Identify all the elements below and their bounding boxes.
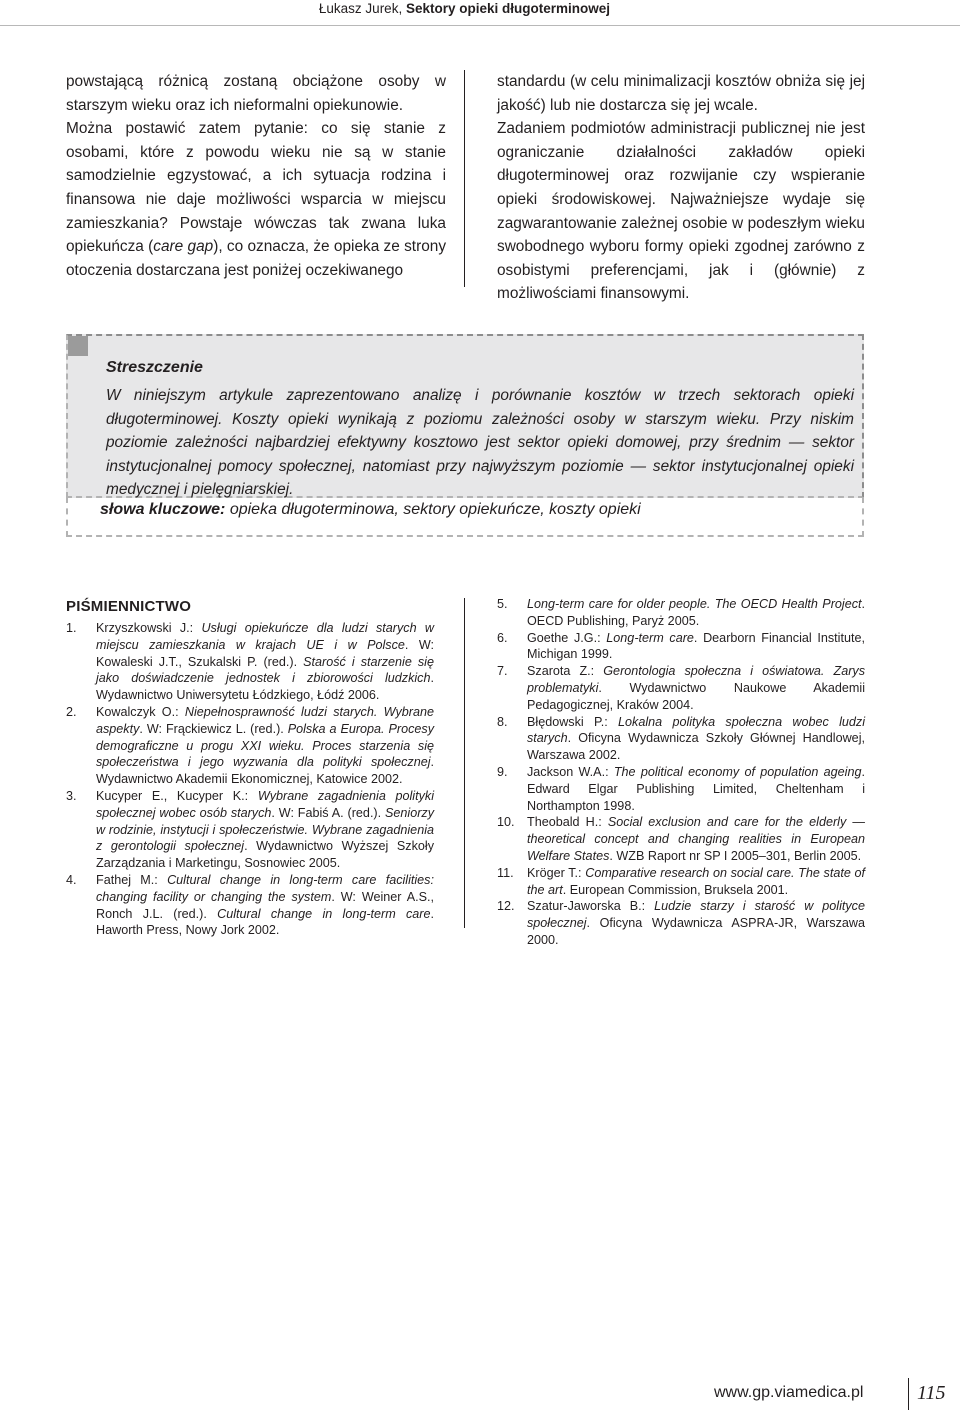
references-column-left: [66, 620, 434, 939]
reference-text: Krzyszkowski J.: Usługi opiekuńcze dla ludzi starych w miejscu zamieszkania w krajach UE i w Polsce. W: Kowaleski J.T., Szukalski P. (red.). Starość i starzenie się jako doświadczenie jednostek i zbiorowości ludzkich. Wydawnictwo Uniwersytetu Łódzkiego, Łódź 2006.: [96, 621, 434, 703]
reference-text: Szarota Z.: Gerontologia społeczna i oświatowa. Zarys problematyki. Wydawnictwo Naukowe Akademii Pedagogicznej, Kraków 2004.: [527, 664, 865, 712]
reference-text: Błędowski P.: Lokalna polityka społeczna wobec ludzi starych. Oficyna Wydawnicza Szkoły Głównej Handlowej, Warszawa 2002.: [527, 714, 866, 763]
reference-text: Fathej M.: Cultural change in long-term care facilities: changing facility or changing the system. W: Weiner A.S., Ronch J.L. (red.). Cultural change in long-term care. Haworth Press, Nowy Jork 2002.: [96, 872, 435, 938]
reference-item: [497, 630, 865, 664]
footer-rule: [908, 1378, 909, 1410]
reference-number: 5.: [497, 597, 508, 611]
reference-text: Szatur-Jaworska B.: Ludzie starzy i starość w polityce społecznej. Oficyna Wydawnicza ASPRA-JR, Warszawa 2000.: [527, 899, 865, 947]
abstract-marker-icon: [68, 336, 88, 356]
keywords-label: słowa kluczowe:: [100, 501, 230, 518]
header-rule: [0, 25, 960, 26]
reference-number: 12.: [497, 899, 515, 914]
column-divider: [464, 70, 465, 287]
reference-text: Kucyper E., Kucyper K.: Wybrane zagadnienia polityki społecznej wobec osób starych. W: Fabiś A. (red.). Seniorzy w rodzinie, instytucji i społeczeństwie. Wybrane zagadnienia z gerontologii społecznej. Wydawnictwo Wyższej Szkoły Zarządzania i Marketingu, Sosnowiec 2005.: [96, 788, 434, 871]
reference-text: Long-term care for older people. The OECD Health Project. OECD Publishing, Paryż 2005.: [527, 597, 865, 628]
reference-number: 11.: [497, 865, 514, 880]
abstract-text: W niniejszym artykule zaprezentowano analizę i porównanie kosztów w trzech sektorach opieki długoterminowej. Koszty opieki wynikają z poziomu zależności osoby w starszym wieku. Przy niskim poziomie zależności najbardziej efektywny kosztowo jest sektor opieki domowej, przy średnim — sektor instytucjonalnej pomocy społecznej, natomiast przy najwyższym poziomie — sektor instytucjonalnej opieki medycznej i pielęgniarskiej.: [106, 387, 854, 499]
references-title: PIŚMIENNICTWO: [66, 598, 192, 615]
keywords-text: opieka długoterminowa, sektory opiekuńcze, koszty opieki: [229, 501, 641, 518]
header-title: Sektory opieki długoterminowej: [405, 1, 610, 16]
reference-item: [66, 620, 434, 704]
body-column-left: [66, 70, 446, 282]
footer-url[interactable]: www.gp.viamedica.pl: [714, 1384, 864, 1401]
reference-item: [497, 898, 865, 948]
page-number: 115: [917, 1382, 946, 1404]
body-paragraph: Zadaniem podmiotów administracji publicznej nie jest ograniczanie działalności zakładów opieki długoterminowej oraz rozwijanie czy wspieranie opieki środowiskowej. Najważniejsze wydaje się zagwarantowanie zależnej osobie w podeszłym wieku swobodnego wyboru formy opieki zgodnej zarówno z osobistymi preferencjami, jak i (głównie) z możliwościami finansowymi.: [497, 120, 865, 303]
reference-number: 7.: [497, 664, 508, 679]
reference-number: 10.: [497, 815, 515, 830]
reference-item: [497, 764, 865, 814]
reference-number: 8.: [497, 714, 508, 729]
body-paragraph: powstającą różnicą zostaną obciążone osoby w starszym wieku oraz ich nieformalni opiekunowie.: [66, 73, 446, 114]
reference-number: 1.: [66, 621, 77, 635]
reference-number: 4.: [66, 872, 77, 887]
reference-item: [497, 663, 865, 713]
reference-number: 6.: [497, 630, 508, 645]
body-paragraph: standardu (w celu minimalizacji kosztów obniża się jej jakość) lub nie dostarcza się jej wcale.: [497, 73, 865, 114]
reference-number: 9.: [497, 764, 508, 779]
reference-item: [497, 596, 865, 630]
reference-text: Theobald H.: Social exclusion and care for the elderly — theoretical concept and changing realities in European Welfare States. WZB Raport nr SP I 2005–301, Berlin 2005.: [527, 815, 865, 863]
references-column-right: [497, 596, 865, 949]
reference-text: Kowalczyk O.: Niepełnosprawność ludzi starych. Wybrane aspekty. W: Frąckiewicz L. (red.). Polska a Europa. Procesy demograficzne u progu XXI wieku. Proces starzenia się społeczeństwa i jego wyzwania dla polityki społecznej. Wydawnictwo Akademii Ekonomicznej, Katowice 2002.: [96, 704, 435, 787]
abstract-title: Streszczenie: [106, 359, 203, 376]
reference-number: 3.: [66, 788, 77, 803]
references-divider: [464, 598, 465, 928]
reference-item: [497, 865, 865, 899]
reference-number: 2.: [66, 704, 77, 719]
reference-item: [497, 714, 865, 764]
keywords: [100, 501, 641, 519]
header-author: Łukasz Jurek,: [318, 1, 406, 16]
running-header: [0, 0, 960, 26]
running-header-text: [319, 1, 610, 16]
reference-text: Jackson W.A.: The political economy of population ageing. Edward Elgar Publishing Limited, Cheltenham i Northampton 1998.: [527, 764, 865, 813]
reference-item: [66, 872, 434, 939]
reference-text: Kröger T.: Comparative research on social care. The state of the art. European Commission, Bruksela 2001.: [527, 865, 866, 897]
reference-item: [497, 814, 865, 864]
body-column-right: [497, 70, 865, 306]
abstract-box: [66, 334, 864, 498]
reference-item: [66, 704, 434, 788]
reference-item: [66, 788, 434, 872]
reference-text: Goethe J.G.: Long-term care. Dearborn Financial Institute, Michigan 1999.: [527, 630, 865, 662]
body-paragraph: Można postawić zatem pytanie: co się stanie z osobami, które z powodu wieku nie są w stanie samodzielnie egzystować, a ich sytuacja rodzina i finansowa nie daje możliwości wsparcia w miejscu zamieszkania? Powstaje wówczas tak zwana luka opiekuńcza (care gap), co oznacza, że opieka ze strony otoczenia dostarczana jest poniżej oczekiwanego: [66, 120, 447, 279]
